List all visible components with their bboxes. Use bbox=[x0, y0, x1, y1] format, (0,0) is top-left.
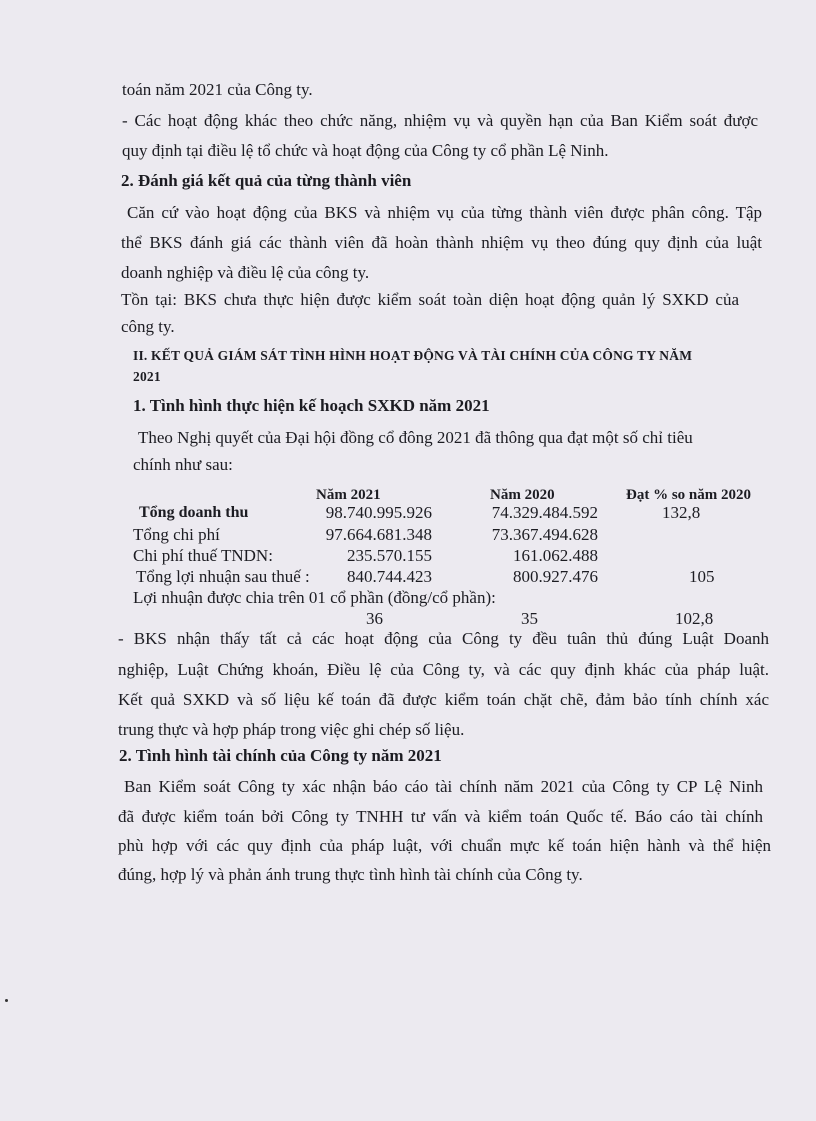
intro-line-1: toán năm 2021 của Công ty. bbox=[122, 80, 313, 99]
share-2021: 36 bbox=[366, 609, 383, 628]
intro-line-2: - Các hoạt động khác theo chức năng, nhiệm vụ và quyền hạn của Ban Kiểm soát được bbox=[122, 111, 758, 130]
share-pct: 102,8 bbox=[675, 609, 714, 628]
member-eval-line-3: doanh nghiệp và điều lệ của công ty. bbox=[121, 263, 370, 282]
bks-note-line-4: trung thực và hợp pháp trong việc ghi chép số liệu. bbox=[118, 720, 465, 739]
row-revenue-pct: 132,8 bbox=[662, 503, 701, 522]
row-label-cost: Tổng chi phí bbox=[133, 525, 220, 544]
finance-heading: 2. Tình hình tài chính của Công ty năm 2021 bbox=[119, 746, 442, 765]
member-eval-line-5: công ty. bbox=[121, 317, 175, 336]
row-profit-pct: 105 bbox=[689, 567, 715, 586]
plan-line-1: Theo Nghị quyết của Đại hội đồng cổ đông 2021 đã thông qua đạt một số chỉ tiêu bbox=[138, 428, 693, 447]
row-revenue-2020: 74.329.484.592 bbox=[491, 503, 598, 522]
row-cost-2020: 73.367.494.628 bbox=[491, 525, 598, 544]
member-eval-line-4: Tồn tại: BKS chưa thực hiện được kiểm soát toàn diện hoạt động quản lý SXKD của bbox=[121, 290, 739, 309]
row-tax-2020: 161.062.488 bbox=[513, 546, 598, 565]
bks-note-line-1: - BKS nhận thấy tất cả các hoạt động của Công ty đều tuân thủ đúng Luật Doanh bbox=[118, 629, 769, 648]
section-ii-heading-2: 2021 bbox=[133, 369, 161, 384]
row-tax-2021: 235.570.155 bbox=[347, 546, 432, 565]
row-profit-2020: 800.927.476 bbox=[513, 567, 598, 586]
row-label-revenue: Tổng doanh thu bbox=[139, 504, 249, 521]
share-2020: 35 bbox=[521, 609, 538, 628]
finance-line-2: đã được kiểm toán bởi Công ty TNHH tư vấn và kiểm toán Quốc tế. Báo cáo tài chính bbox=[118, 807, 763, 826]
row-profit-2021: 840.744.423 bbox=[347, 567, 432, 586]
section-ii-heading-1: II. KẾT QUẢ GIÁM SÁT TÌNH HÌNH HOẠT ĐỘNG VÀ TÀI CHÍNH CỦA CÔNG TY NĂM bbox=[133, 348, 693, 363]
bks-note-line-3: Kết quả SXKD và số liệu kế toán đã được kiểm toán chặt chẽ, đảm bảo tính chính xác bbox=[118, 690, 769, 709]
finance-line-4: đúng, hợp lý và phản ánh trung thực tình hình tài chính của Công ty. bbox=[118, 865, 583, 884]
col-header-2020: Năm 2020 bbox=[490, 487, 555, 503]
plan-heading: 1. Tình hình thực hiện kế hoạch SXKD năm 2021 bbox=[133, 396, 490, 415]
member-eval-heading: 2. Đánh giá kết quả của từng thành viên bbox=[121, 171, 412, 190]
intro-line-3: quy định tại điều lệ tổ chức và hoạt động của Công ty cổ phần Lệ Ninh. bbox=[122, 141, 609, 160]
member-eval-line-1: Căn cứ vào hoạt động của BKS và nhiệm vụ của từng thành viên được phân công. Tập bbox=[127, 203, 762, 222]
col-header-pct: Đạt % so năm 2020 bbox=[626, 487, 752, 503]
scan-speck bbox=[5, 999, 8, 1002]
share-label: Lợi nhuận được chia trên 01 cổ phần (đồng/cổ phần): bbox=[133, 588, 496, 607]
row-label-tax: Chi phí thuế TNDN: bbox=[133, 546, 273, 565]
member-eval-line-2: thể BKS đánh giá các thành viên đã hoàn thành nhiệm vụ theo đúng quy định của luật bbox=[121, 233, 762, 252]
finance-line-1: Ban Kiểm soát Công ty xác nhận báo cáo tài chính năm 2021 của Công ty CP Lệ Ninh bbox=[124, 777, 763, 796]
row-revenue-2021: 98.740.995.926 bbox=[325, 503, 432, 522]
bks-note-line-2: nghiệp, Luật Chứng khoán, Điều lệ của Công ty, và các quy định khác của pháp luật. bbox=[118, 660, 769, 679]
row-label-profit: Tổng lợi nhuận sau thuế : bbox=[136, 567, 310, 586]
plan-line-2: chính như sau: bbox=[133, 455, 233, 474]
finance-line-3: phù hợp với các quy định của pháp luật, với chuẩn mực kế toán hiện hành và thể hiện bbox=[118, 836, 771, 855]
col-header-2021: Năm 2021 bbox=[316, 487, 381, 503]
row-cost-2021: 97.664.681.348 bbox=[325, 525, 432, 544]
